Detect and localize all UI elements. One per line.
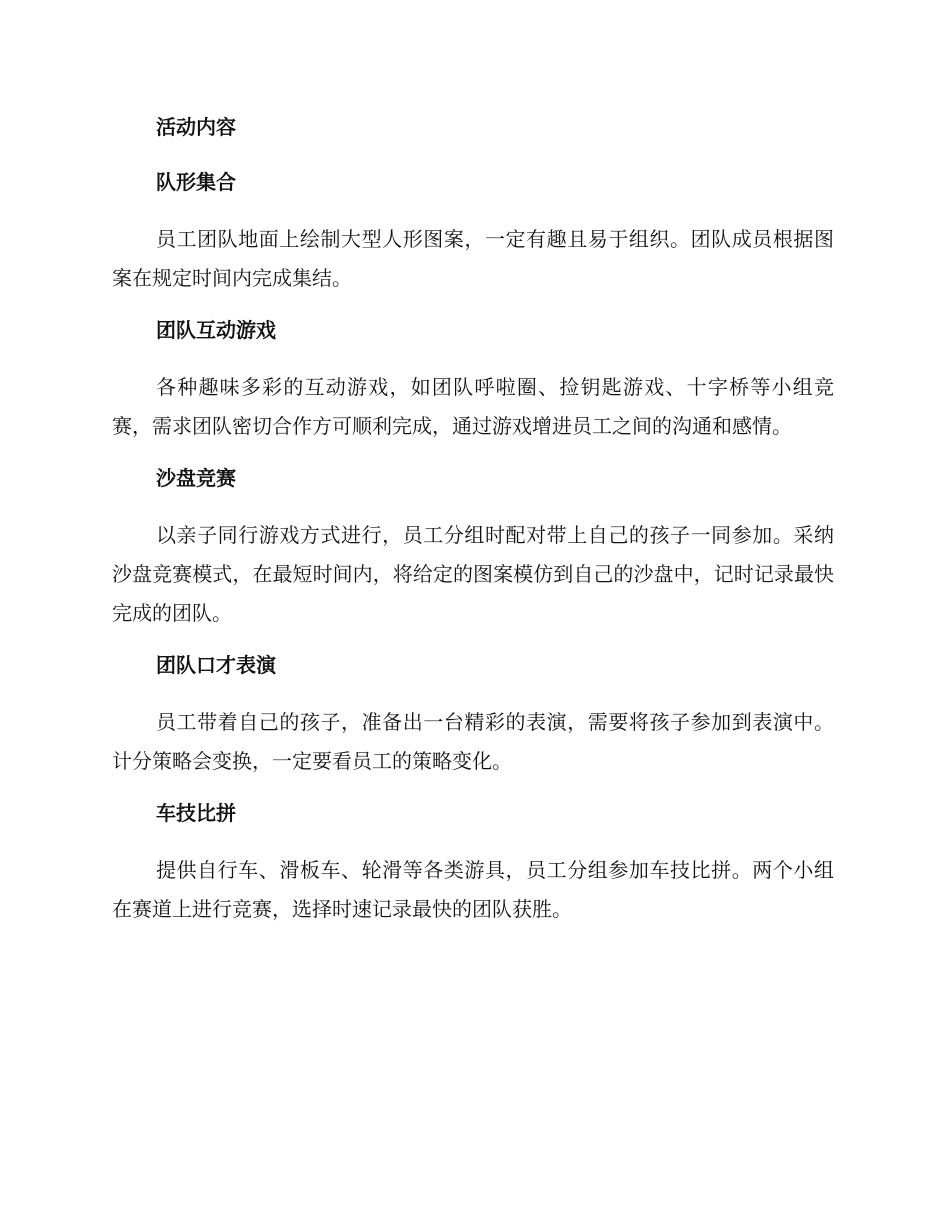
subheading-formation: 队形集合 bbox=[156, 170, 236, 194]
section-title: 活动内容 bbox=[156, 115, 236, 139]
paragraph-riding-contest: 提供自行车、滑板车、轮滑等各类游具，员工分组参加车技比拼。两个小组在赛道上进行竞赛，选择时速记录最快的团队获胜。 bbox=[112, 858, 834, 921]
paragraph-team-games: 各种趣味多彩的互动游戏，如团队呼啦圈、捡钥匙游戏、十字桥等小组竞赛，需求团队密切合作方可顺利完成，通过游戏增进员工之间的沟通和感情。 bbox=[112, 375, 834, 438]
subheading-team-games: 团队互动游戏 bbox=[156, 318, 276, 342]
subheading-riding-contest: 车技比拼 bbox=[156, 801, 236, 825]
paragraph-formation: 员工团队地面上绘制大型人形图案，一定有趣且易于组织。团队成员根据图案在规定时间内完成集结。 bbox=[112, 227, 834, 290]
subheading-sand-table: 沙盘竞赛 bbox=[156, 466, 236, 490]
document-body bbox=[112, 110, 834, 929]
paragraph-sand-table: 以亲子同行游戏方式进行，员工分组时配对带上自己的孩子一同参加。采纳沙盘竞赛模式，在最短时间内，将给定的图案模仿到自己的沙盘中，记时记录最快完成的团队。 bbox=[112, 523, 834, 625]
paragraph-speech-performance: 员工带着自己的孩子，准备出一台精彩的表演，需要将孩子参加到表演中。计分策略会变换，一定要看员工的策略变化。 bbox=[112, 710, 834, 773]
subheading-speech-performance: 团队口才表演 bbox=[156, 653, 276, 677]
